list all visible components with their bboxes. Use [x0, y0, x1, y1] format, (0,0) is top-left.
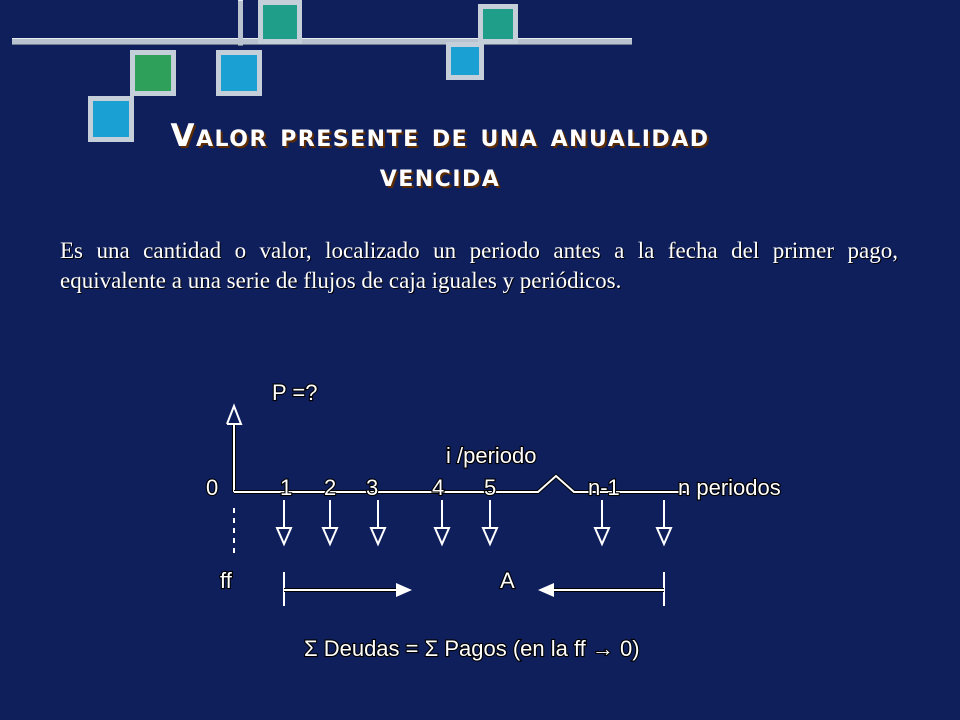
payment-label: A	[500, 568, 515, 593]
timeline	[234, 476, 690, 492]
payment-arrow	[277, 500, 291, 544]
payment-arrow	[371, 500, 385, 544]
payment-arrow	[595, 500, 609, 544]
period-label-1: 1	[280, 475, 293, 500]
period-label-5: 5	[484, 475, 497, 500]
payment-arrow	[435, 500, 449, 544]
period-label-4: 4	[432, 475, 445, 500]
rate-label: i /periodo	[446, 443, 537, 468]
period-label-0: 0	[206, 475, 219, 500]
left-bracket-arrow	[538, 572, 664, 606]
title-line-2: vencida	[379, 158, 501, 194]
definition-paragraph: Es una cantidad o valor, localizado un periodo antes a la fecha del primer pago, equivalente a una serie de flujos de caja iguales y periódicos.	[60, 238, 898, 293]
right-arrow-icon	[396, 583, 412, 597]
vertical-axis	[227, 406, 241, 492]
equation-label: Σ Deudas = Σ Pagos (en la ff → 0)	[304, 636, 640, 661]
title-line-1: Valor presente de una anualidad	[170, 118, 710, 154]
payment-arrow	[483, 500, 497, 544]
period-label-2: 2	[324, 475, 337, 500]
up-arrow-icon	[227, 406, 241, 424]
period-label-n: n periodos	[678, 475, 781, 500]
present-value-label: P =?	[272, 380, 318, 405]
payment-arrow	[657, 500, 671, 544]
payment-arrow	[323, 500, 337, 544]
payment-arrows	[277, 500, 671, 544]
period-label-n-1: n-1	[588, 475, 620, 500]
left-arrow-icon	[538, 583, 554, 597]
period-label-3: 3	[366, 475, 379, 500]
focal-date-label: ff	[220, 568, 232, 593]
right-bracket-arrow	[284, 572, 412, 606]
